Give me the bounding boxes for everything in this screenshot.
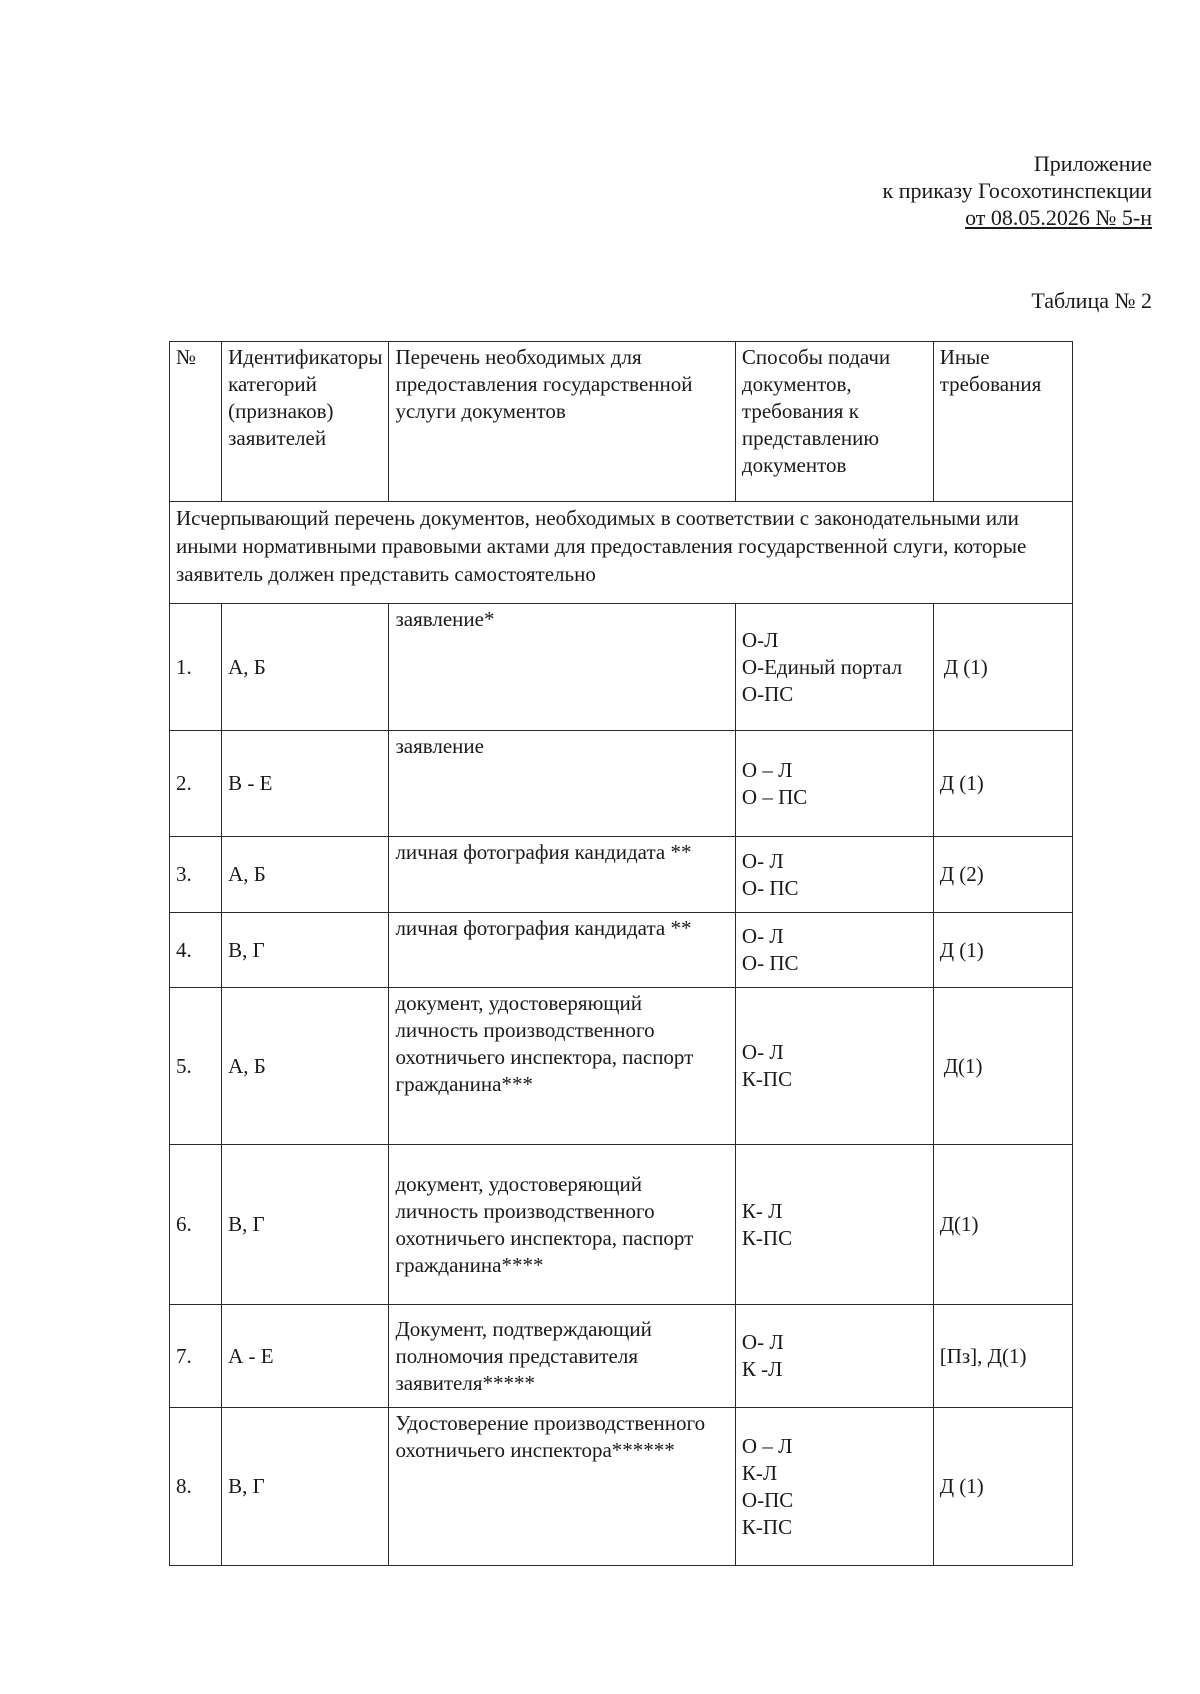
row-applicant-ids: В, Г <box>222 1408 389 1566</box>
method-item: К-ПС <box>741 1067 793 1091</box>
row-submission-methods <box>735 837 933 913</box>
method-item: К- Л <box>741 1198 783 1223</box>
row-number: 3. <box>170 837 222 913</box>
method-item: О- Л <box>741 1330 784 1354</box>
method-item: О-Единый портал <box>741 654 903 679</box>
table-row <box>170 604 1073 731</box>
row-other-requirements: Д(1) <box>933 988 1072 1145</box>
row-document: личная фотография кандидата ** <box>389 837 735 913</box>
method-item: О- ПС <box>741 951 799 975</box>
header-applicant-ids: Идентификаторы категорий (признаков) заявителей <box>222 342 389 502</box>
row-applicant-ids: А, Б <box>222 837 389 913</box>
section-title-row <box>170 502 1073 604</box>
row-other-requirements: Д (1) <box>933 731 1072 837</box>
row-submission-methods <box>735 604 933 731</box>
row-document: Документ, подтверждающий полномочия представителя заявителя***** <box>389 1305 735 1408</box>
row-document: документ, удостоверяющий личность производственного охотничьего инспектора, паспорт гражданина*** <box>389 988 735 1145</box>
row-document: Удостоверение производственного охотничьего инспектора****** <box>389 1408 735 1566</box>
table-row <box>170 731 1073 837</box>
row-number: 7. <box>170 1305 222 1408</box>
row-applicant-ids: А - Е <box>222 1305 389 1408</box>
method-item: О- Л <box>741 848 784 873</box>
row-applicant-ids: А, Б <box>222 604 389 731</box>
method-item: К-Л <box>741 1460 778 1485</box>
row-other-requirements: Д (2) <box>933 837 1072 913</box>
row-other-requirements: Д (1) <box>933 913 1072 988</box>
header-submission-methods: Способы подачи документов, требования к представлению документов <box>735 342 933 502</box>
method-item: О – ПС <box>741 784 808 809</box>
row-applicant-ids: В, Г <box>222 913 389 988</box>
table-number-label: Таблица № 2 <box>1031 288 1152 313</box>
header-number: № <box>170 342 222 502</box>
row-number: 5. <box>170 988 222 1145</box>
header-documents-list: Перечень необходимых для предоставления государственной услуги документов <box>389 342 735 502</box>
row-submission-methods <box>735 1408 933 1566</box>
row-submission-methods <box>735 1305 933 1408</box>
row-document: документ, удостоверяющий личность производственного охотничьего инспектора, паспорт гражданина**** <box>389 1145 735 1305</box>
row-number: 4. <box>170 913 222 988</box>
method-item: О- ПС <box>741 875 799 900</box>
row-submission-methods <box>735 913 933 988</box>
method-item: О – Л <box>741 757 793 782</box>
row-submission-methods <box>735 988 933 1145</box>
table-row <box>170 988 1073 1145</box>
table-row <box>170 837 1073 913</box>
order-reference: к приказу Госохотинспекции <box>882 178 1152 203</box>
method-item: О-ПС <box>741 681 794 706</box>
table-row <box>170 1305 1073 1408</box>
method-item: О- Л <box>741 924 784 948</box>
table-header-row <box>170 342 1073 502</box>
table-row <box>170 1145 1073 1305</box>
row-document: заявление* <box>389 604 735 731</box>
method-item: О – Л <box>741 1433 793 1458</box>
method-item: О-ПС <box>741 1487 794 1512</box>
appendix-header <box>883 150 1152 231</box>
appendix-title: Приложение <box>1033 151 1152 176</box>
method-item: К-ПС <box>741 1514 793 1539</box>
row-applicant-ids: В, Г <box>222 1145 389 1305</box>
row-number: 8. <box>170 1408 222 1566</box>
row-other-requirements: Д(1) <box>933 1145 1072 1305</box>
row-number: 1. <box>170 604 222 731</box>
table-row <box>170 913 1073 988</box>
order-date-number: от 08.05.2026 № 5-н <box>965 205 1152 230</box>
row-applicant-ids: А, Б <box>222 988 389 1145</box>
row-other-requirements: [Пз], Д(1) <box>933 1305 1072 1408</box>
method-item: К-ПС <box>741 1225 793 1250</box>
row-other-requirements: Д (1) <box>933 604 1072 731</box>
row-submission-methods <box>735 1145 933 1305</box>
documents-table <box>169 341 1073 1566</box>
method-item: К -Л <box>741 1357 783 1381</box>
method-item: О-Л <box>741 627 779 652</box>
section-title: Исчерпывающий перечень документов, необходимых в соответствии с законодательными или иными нормативными правовыми актами для предоставления государственной слуги, которые заявитель должен представить самостоятельно <box>170 502 1073 604</box>
row-number: 2. <box>170 731 222 837</box>
header-other-requirements: Иные требования <box>933 342 1072 502</box>
row-number: 6. <box>170 1145 222 1305</box>
row-document: заявление <box>389 731 735 837</box>
row-submission-methods <box>735 731 933 837</box>
row-document: личная фотография кандидата ** <box>389 913 735 988</box>
row-applicant-ids: В - Е <box>222 731 389 837</box>
method-item: О- Л <box>741 1040 784 1064</box>
row-other-requirements: Д (1) <box>933 1408 1072 1566</box>
table-row <box>170 1408 1073 1566</box>
